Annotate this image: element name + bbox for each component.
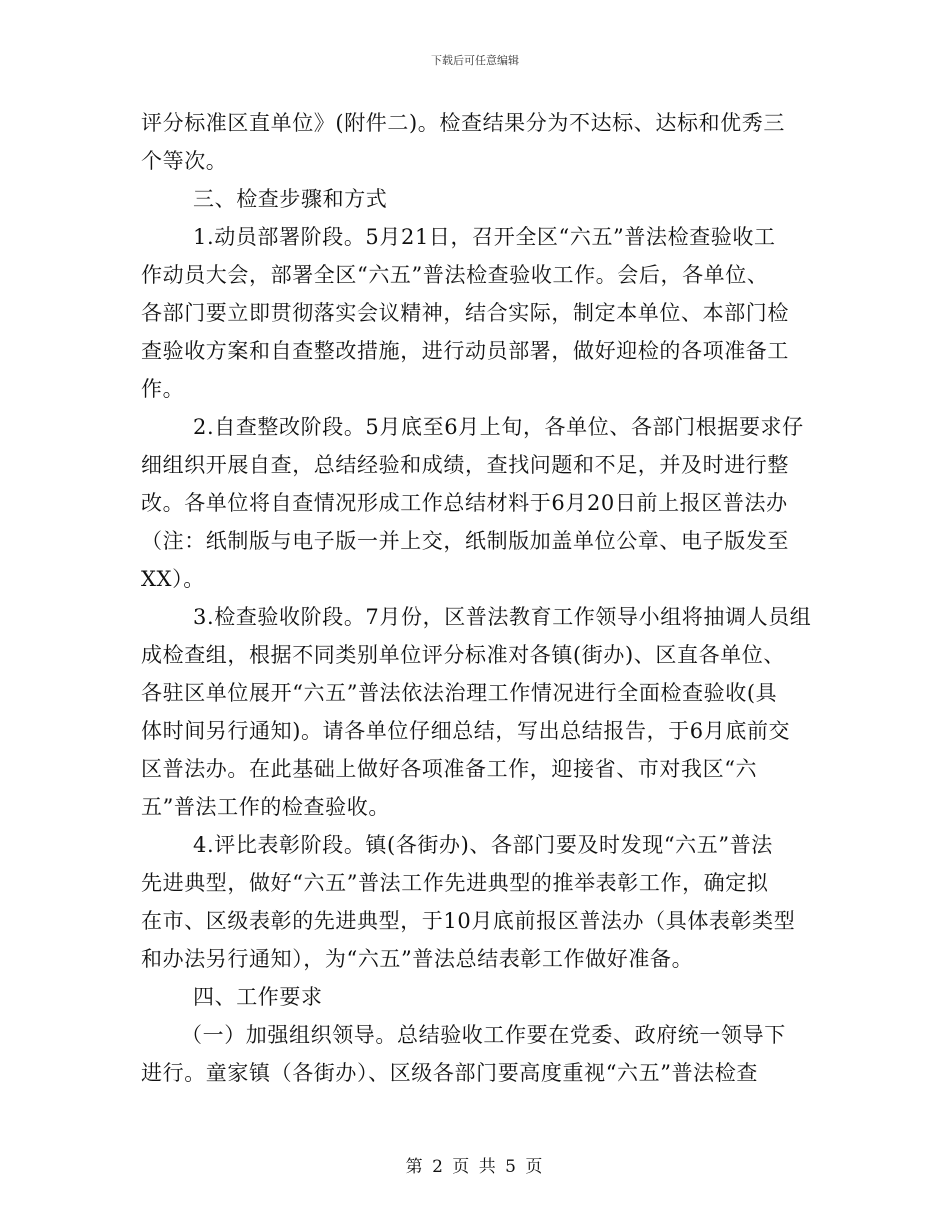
paragraph-line: 五”普法工作的检查验收。 — [141, 795, 390, 819]
paragraph-line: 各部门要立即贯彻落实会议精神，结合实际，制定本单位、本部门检 — [141, 301, 789, 325]
paragraph-line: 改。各单位将自查情况形成工作总结材料于6月20日前上报区普法办 — [141, 491, 788, 515]
paragraph-line: 个等次。 — [141, 149, 228, 173]
paragraph-line: 2.自查整改阶段。5月底至6月上旬，各单位、各部门根据要求仔 — [193, 415, 804, 439]
paragraph-line: 查验收方案和自查整改措施，进行动员部署，做好迎检的各项准备工 — [141, 339, 789, 363]
paragraph-line: 3.检查验收阶段。7月份，区普法教育工作领导小组将抽调人员组 — [193, 605, 812, 629]
paragraph-line: 细组织开展自查，总结经验和成绩，查找问题和不足，并及时进行整 — [141, 453, 789, 477]
page-number: 第 2 页 共 5 页 — [405, 1157, 545, 1177]
paragraph-line: （一）加强组织领导。总结验收工作要在党委、政府统一领导下 — [181, 1023, 786, 1047]
section-heading: 四、工作要求 — [193, 985, 323, 1009]
paragraph-line: 进行。童家镇（各街办）、区级各部门要高度重视“六五”普法检查 — [141, 1061, 758, 1085]
page-header: 下载后可任意编辑 — [431, 54, 519, 67]
paragraph-line: 1.动员部署阶段。5月21日，召开全区“六五”普法检查验收工 — [193, 225, 776, 249]
paragraph-line: 成检查组，根据不同类别单位评分标准对各镇(街办)、区直各单位、 — [141, 643, 785, 667]
paragraph-line: 和办法另行通知），为“六五”普法总结表彰工作做好准备。 — [141, 947, 694, 971]
paragraph-line: 区普法办。在此基础上做好各项准备工作，迎接省、市对我区“六 — [141, 757, 758, 781]
document-body — [141, 104, 812, 1092]
paragraph-line: 各驻区单位展开“六五”普法依法治理工作情况进行全面检查验收(具 — [141, 681, 778, 705]
paragraph-line: 作动员大会，部署全区“六五”普法检查验收工作。会后，各单位、 — [141, 263, 769, 287]
paragraph-line: 体时间另行通知)。请各单位仔细总结，写出总结报告，于6月底前交 — [141, 719, 791, 743]
paragraph-line: 评分标准区直单位》(附件二)。检查结果分为不达标、达标和优秀三 — [141, 111, 785, 135]
paragraph-line: 先进典型，做好“六五”普法工作先进典型的推举表彰工作，确定拟 — [141, 871, 769, 895]
section-heading: 三、检查步骤和方式 — [193, 187, 388, 211]
paragraph-line: 4.评比表彰阶段。镇(各街办)、各部门要及时发现“六五”普法 — [193, 833, 773, 857]
paragraph-line: （注：纸制版与电子版一并上交，纸制版加盖单位公章、电子版发至 — [141, 529, 789, 553]
paragraph-line: 在市、区级表彰的先进典型，于10月底前报区普法办（具体表彰类型 — [141, 909, 796, 933]
paragraph-line: 作。 — [141, 377, 185, 401]
paragraph-line: XX）。 — [141, 567, 205, 591]
